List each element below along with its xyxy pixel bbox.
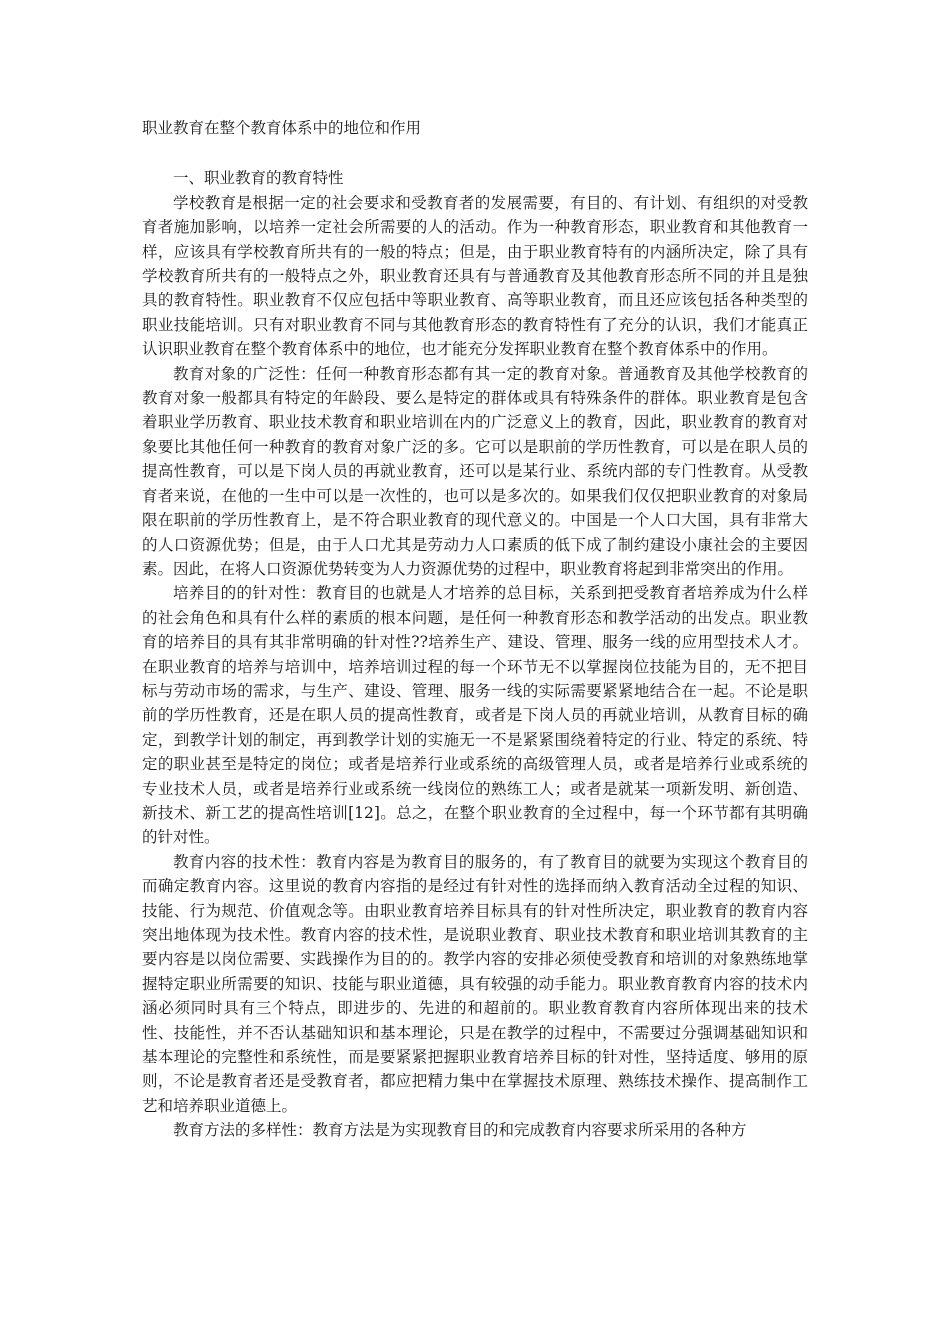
paragraph-school-education: 学校教育是根据一定的社会要求和受教育者的发展需要，有目的、有计划、有组织的对受教育者施加影响，以培养一定社会所需要的人的活动。作为一种教育形态，职业教育和其他教育一样，应该具有学校教育所共有的一般的特点；但是，由于职业教育特有的内涵所决定，除了具有学校教育所共有的一般特点之外，职业教育还具有与普通教育及其他教育形态所不同的并且是独具的教育特性。职业教育不仅应包括中等职业教育、高等职业教育，而且还应该包括各种类型的职业技能培训。只有对职业教育不同与其他教育形态的教育特性有了充分的认识，我们才能真正认识职业教育在整个教育体系中的地位，也才能充分发挥职业教育在整个教育体系中的作用。	[142, 193, 808, 359]
paragraph-education-object: 教育对象的广泛性：任何一种教育形态都有其一定的教育对象。普通教育及其他学校教育的教育对象一般都具有特定的年龄段、要么是特定的群体或具有特殊条件的群体。职业教育是包含着职业学历教育、职业技术教育和职业培训在内的广泛意义上的教育，因此，职业教育的教育对象要比其他任何一种教育的教育对象广泛的多。它可以是职前的学历性教育，可以是在职人员的提高性教育，可以是下岗人员的再就业教育，还可以是某行业、系统内部的专门性教育。从受教育者来说，在他的一生中可以是一次性的，也可以是多次的。如果我们仅仅把职业教育的对象局限在职前的学历性教育上，是不符合职业教育的现代意义的。中国是一个人口大国，具有非常大的人口资源优势；但是，由于人口尤其是劳动力人口素质的低下成了制约建设小康社会的主要因素。因此，在将人口资源优势转变为人力资源优势的过程中，职业教育将起到非常突出的作用。	[142, 364, 808, 578]
section-heading: 一、职业教育的教育特性	[173, 169, 344, 188]
paragraph-training-goal: 培养目的的针对性：教育目的也就是人才培养的总目标，关系到把受教育者培养成为什么样的社会角色和具有什么样的素质的根本问题，是任何一种教育形态和教学活动的出发点。职业教育的培养目的具有其非常明确的针对性??培养生产、建设、管理、服务一线的应用型技术人才。在职业教育的培养与培训中，培养培训过程的每一个环节无不以掌握岗位技能为目的，无不把目标与劳动市场的需求，与生产、建设、管理、服务一线的实际需要紧紧地结合在一起。不论是职前的学历性教育，还是在职人员的提高性教育，或者是下岗人员的再就业培训，从教育目标的确定，到教学计划的制定，再到教学计划的实施无一不是紧紧围绕着特定的行业、特定的系统、特定的职业甚至是特定的岗位；或者是培养行业或系统的高级管理人员，或者是培养行业或系统的专业技术人员，或者是培养行业或系统一线岗位的熟练工人；或者是就某一项新发明、新创造、新技术、新工艺的提高性培训[12]。总之，在整个职业教育的全过程中，每一个环节都有其明确的针对性。	[142, 584, 808, 847]
document-title: 职业教育在整个教育体系中的地位和作用	[142, 119, 422, 137]
paragraph-education-method: 教育方法的多样性：教育方法是为实现教育目的和完成教育内容要求所采用的各种方	[173, 1121, 747, 1140]
paragraph-education-content: 教育内容的技术性：教育内容是为教育目的服务的，有了教育目的就要为实现这个教育目的而确定教育内容。这里说的教育内容指的是经过有针对性的选择而纳入教育活动全过程的知识、技能、行为规范、价值观念等。由职业教育培养目标具有的针对性所决定，职业教育的教育内容突出地体现为技术性。教育内容的技术性，是说职业教育、职业技术教育和职业培训其教育的主要内容是以岗位需要、实践操作为目的的。教学内容的安排必须使受教育和培训的对象熟练地掌握特定职业所需要的知识、技能与职业道德，具有较强的动手能力。职业教育教育内容的技术内涵必须同时具有三个特点，即进步的、先进的和超前的。职业教育教育内容所体现出来的技术性、技能性，并不否认基础知识和基本理论，只是在教学的过程中，不需要过分强调基础知识和基本理论的完整性和系统性，而是要紧紧把握职业教育培养目标的针对性，坚持适度、够用的原则，不论是教育者还是受教育者，都应把精力集中在掌握技术原理、熟练技术操作、提高制作工艺和培养职业道德上。	[142, 852, 808, 1115]
document-body	[142, 116, 808, 1143]
